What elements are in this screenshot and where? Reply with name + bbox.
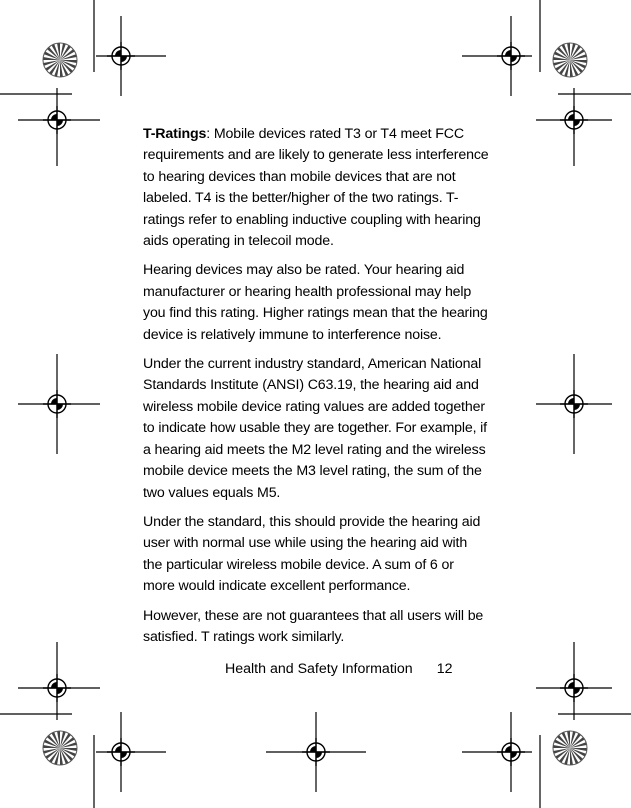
t-ratings-paragraph (143, 124, 489, 252)
t-ratings-text: : Mobile devices rated T3 or T4 meet FCC requirements and are likely to generate less interference to hearing devices than mobile devices that are not labeled. T4 is the better/higher of the two ratings. T-ratings refer to enabling inductive coupling with hearing aids operating in telecoil mode. (143, 126, 489, 250)
registration-target-icon (560, 106, 588, 134)
starburst-target-icon (553, 43, 587, 77)
registration-target-icon (497, 738, 525, 766)
page-footer (225, 659, 452, 679)
standard-usage-paragraph: Under the standard, this should provide the hearing aid user with normal use while using the hearing aid with the particular wireless mobile device. A sum of 6 or more would indicate excellent performance. (143, 513, 481, 595)
starburst-target-icon (43, 43, 77, 77)
ansi-standard-paragraph: Under the current industry standard, American National Standards Institute (ANSI) C63.19, the hearing aid and wireless mobile device rating values are added together to indicate how usable they are together. For example, if a hearing aid meets the M2 level rating and the wireless mobile device meets the M3 level rating, the sum of the two values equals M5. (143, 356, 487, 501)
starburst-target-icon (553, 731, 587, 765)
registration-target-icon (497, 42, 525, 70)
registration-target-icon (43, 106, 71, 134)
registration-target-icon (107, 738, 135, 766)
hearing-devices-paragraph: Hearing devices may also be rated. Your hearing aid manufacturer or hearing health professional may help you find this rating. Higher ratings mean that the hearing device is relatively immune to interference noise. (143, 262, 488, 343)
registration-target-icon (107, 42, 135, 70)
page-number: 12 (436, 661, 453, 677)
registration-target-icon (560, 390, 588, 418)
footer-section-title: Health and Safety Information (225, 661, 413, 677)
registration-target-icon (560, 674, 588, 702)
registration-target-icon (43, 390, 71, 418)
body-text (143, 124, 489, 656)
registration-target-icon (43, 674, 71, 702)
registration-target-icon (302, 738, 330, 766)
guarantees-paragraph: However, these are not guarantees that all users will be satisfied. T ratings work similarly. (143, 607, 484, 645)
t-ratings-term: T-Ratings (143, 126, 207, 142)
starburst-target-icon (43, 731, 77, 765)
